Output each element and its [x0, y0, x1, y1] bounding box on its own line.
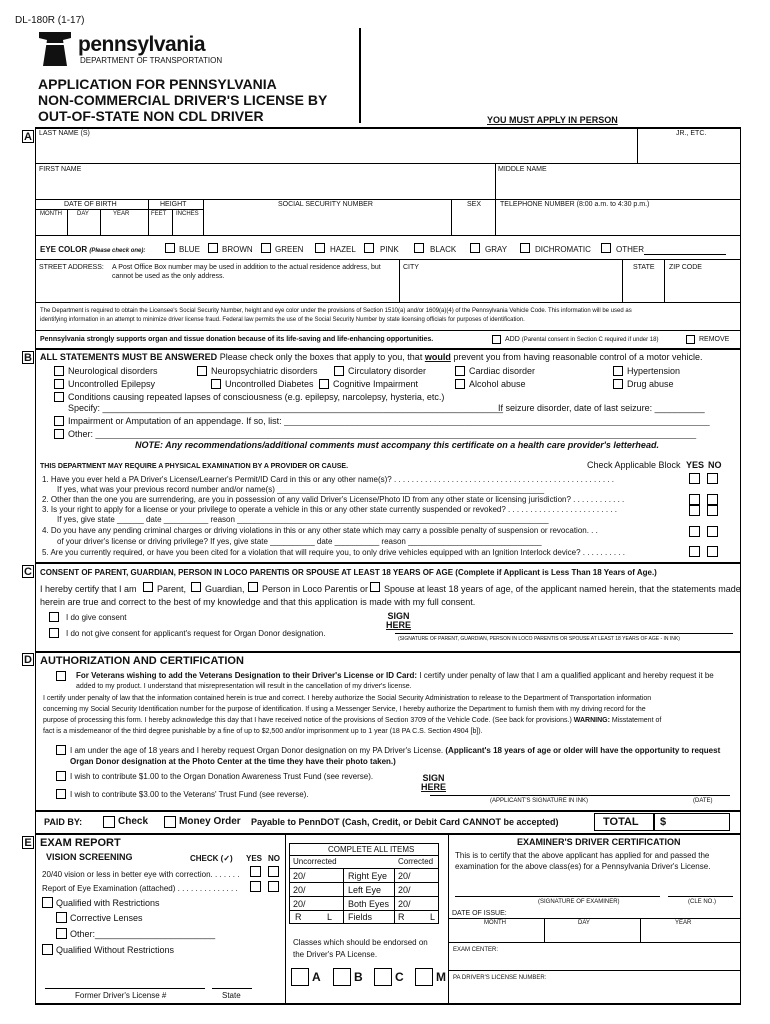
- right-uncorrected[interactable]: 20/: [293, 871, 306, 881]
- question-3b[interactable]: If yes, give state ______ date __________ reason ______________________________________________________________________: [57, 515, 549, 524]
- both-corrected[interactable]: 20/: [398, 899, 411, 909]
- uncorrected-header: Uncorrected: [293, 857, 337, 866]
- auth-line-1: I certify under penalty of law that the information contained herein is true and correct. I hereby authorize the Social Security Administration to release to the Department of Transportation information: [43, 695, 652, 702]
- first-name-label: FIRST NAME: [39, 166, 82, 173]
- certify-label: I hereby certify that I am: [40, 584, 137, 594]
- organ-under-18-bold: (Applicant's 18 years of age or older will have the opportunity to request: [445, 746, 721, 755]
- classes-label-2: the Driver's PA License.: [293, 950, 378, 959]
- qualified-restrictions-label: Qualified with Restrictions: [56, 898, 160, 908]
- drug-checkbox[interactable]: [613, 379, 623, 389]
- fields-label: Fields: [348, 912, 373, 922]
- other-condition-line[interactable]: Other: ________________________________________________________________________________________________________________________: [68, 429, 697, 439]
- pa-license-number-label: PA DRIVER'S LICENSE NUMBER:: [453, 975, 547, 981]
- right-eye-label: Right Eye: [348, 871, 388, 881]
- neuropsychiatric-checkbox[interactable]: [197, 366, 207, 376]
- q1-no-checkbox[interactable]: [707, 473, 718, 484]
- total-label: TOTAL: [603, 816, 639, 828]
- q5-yes-checkbox[interactable]: [689, 546, 700, 557]
- organ-remove-label: REMOVE: [699, 336, 730, 343]
- hypertension-label: Hypertension: [627, 366, 681, 376]
- issue-month-label: MONTH: [484, 920, 506, 926]
- applicant-signature-label: (APPLICANT'S SIGNATURE IN INK): [490, 798, 589, 804]
- form-number: DL-180R (1-17): [15, 15, 85, 26]
- consciousness-checkbox[interactable]: [54, 392, 64, 402]
- auth-line-4: fact is a misdemeanor of the third degree punishable by a fine of up to $2,500 and/or imprisonment up to 1 year (18 PA C.S. Section 4904 [b]).: [43, 728, 483, 735]
- eye-dichromatic-checkbox[interactable]: [520, 243, 530, 253]
- sex-label: SEX: [467, 201, 482, 208]
- street-address-input[interactable]: [38, 283, 397, 301]
- date-issue-label: DATE OF ISSUE:: [452, 910, 507, 917]
- vision-screening-label: VISION SCREENING: [46, 852, 133, 862]
- section-b-note: NOTE: Any recommendations/additional comments must accompany this certificate on a health care provider's letterhead.: [135, 440, 659, 450]
- drug-label: Drug abuse: [627, 379, 674, 389]
- pa-license-number-field[interactable]: [555, 973, 736, 993]
- eye-hazel-label: HAZEL: [330, 245, 356, 254]
- pay-money-order-checkbox[interactable]: [164, 816, 176, 828]
- other-condition-checkbox[interactable]: [54, 429, 64, 439]
- ssn-notice-2: identifying information in an attempt to minimize driver license fraud. Federal law permits the use of the Social Security Number by state licensing officials for purposes of identification.: [40, 317, 525, 323]
- neurological-label: Neurological disorders: [68, 366, 158, 376]
- spouse-label: Spouse at least 18 years of age, of the applicant named herein, that the statements made: [384, 584, 741, 594]
- former-state-label: State: [222, 991, 241, 1000]
- street-address-label: STREET ADDRESS:: [39, 264, 104, 271]
- section-b-intro: Please check only the boxes that apply to you, that: [219, 352, 423, 362]
- left-corrected[interactable]: 20/: [398, 885, 411, 895]
- eye-black-checkbox[interactable]: [414, 243, 424, 253]
- organ-under-18-text: I am under the age of 18 years and I hereby request Organ Donor designation on my PA Driver's License.: [70, 746, 444, 755]
- middle-name-label: MIDDLE NAME: [498, 166, 547, 173]
- eye-color-label: EYE COLOR: [40, 245, 88, 254]
- eye-dichromatic-label: DICHROMATIC: [535, 245, 591, 254]
- eye-gray-checkbox[interactable]: [470, 243, 480, 253]
- veterans-checkbox[interactable]: [56, 671, 66, 681]
- eye-pink-checkbox[interactable]: [364, 243, 374, 253]
- first-name-input[interactable]: [38, 176, 493, 198]
- impairment-line[interactable]: Impairment or Amputation of an appendage. If so, list: _____________________________________________________________________________________: [68, 416, 710, 426]
- ssn-input[interactable]: [205, 211, 449, 233]
- qualified-without-checkbox[interactable]: [42, 944, 53, 955]
- examiner-cert-text-2: examination for the above class(es) for a Pennsylvania Driver's License.: [455, 862, 711, 871]
- both-eyes-label: Both Eyes: [348, 899, 390, 909]
- cle-label: (CLE NO.): [688, 899, 717, 905]
- consciousness-label: Conditions causing repeated lapses of consciousness (e.g. epilepsy, narcolepsy, hysteria, etc.): [68, 392, 445, 402]
- street-note-2: cannot be used as the only address.: [112, 273, 225, 280]
- eye-other-label: OTHER: [616, 245, 644, 254]
- class-m-label: M: [436, 970, 446, 984]
- circulatory-label: Circulatory disorder: [348, 366, 427, 376]
- neuropsychiatric-label: Neuropsychiatric disorders: [211, 366, 318, 376]
- no-consent-checkbox[interactable]: [49, 628, 59, 638]
- state-label: STATE: [633, 264, 655, 271]
- sign-c-text: SIGN: [387, 611, 410, 621]
- here-c-text: HERE: [386, 620, 412, 630]
- corrective-lenses-checkbox[interactable]: [56, 912, 67, 923]
- guardian-label: Guardian,: [205, 584, 245, 594]
- classes-label: Classes which should be endorsed on: [293, 938, 428, 947]
- loco-parentis-checkbox[interactable]: [248, 582, 258, 592]
- guardian-checkbox[interactable]: [191, 582, 201, 592]
- section-b-title: ALL STATEMENTS MUST BE ANSWERED: [40, 352, 218, 362]
- give-consent-checkbox[interactable]: [49, 612, 59, 622]
- q4-no-checkbox[interactable]: [707, 526, 718, 537]
- eye-brown-checkbox[interactable]: [208, 243, 218, 253]
- issue-day-label: DAY: [578, 920, 590, 926]
- organ-add-checkbox[interactable]: [492, 335, 501, 344]
- question-3: 3. Is your right to apply for a license or your privilege to operate a vehicle in this or any other state currently suspended or revoked? . . . . . . . . . . . . . . . . . . . . . . . . .: [42, 505, 617, 514]
- corrective-lenses-label: Corrective Lenses: [70, 913, 143, 923]
- last-name-input[interactable]: [38, 140, 634, 162]
- epilepsy-label: Uncontrolled Epilepsy: [68, 379, 156, 389]
- vision-no-header: NO: [268, 854, 280, 863]
- loco-parentis-label: Person in Loco Parentis or: [262, 584, 369, 594]
- examiner-signature-label: (SIGNATURE OF EXAMINER): [538, 899, 620, 905]
- both-uncorrected[interactable]: 20/: [293, 899, 306, 909]
- eye-hazel-checkbox[interactable]: [315, 243, 325, 253]
- sign-here-d: [421, 774, 446, 792]
- section-e-letter: E: [22, 836, 34, 849]
- parent-signature-field[interactable]: [420, 614, 730, 632]
- question-1: 1. Have you ever held a PA Driver's License/Learner's Permit/ID Card in this or any other name(s)? . . . . . . . . . . . . . . . . . . . . . . . . . . . . . . . . . . . . . . . . . . . . . . . . . .: [42, 475, 614, 484]
- former-license-label: Former Driver's License #: [75, 991, 167, 1000]
- field-l-uncorrected[interactable]: L: [327, 912, 333, 922]
- question-4b[interactable]: of your driver's license or driving privilege? If yes, give state __________ date __________ reason ______________________________: [57, 537, 542, 546]
- q5-no-checkbox[interactable]: [707, 546, 718, 557]
- city-input[interactable]: [402, 274, 620, 301]
- qualified-restrictions-checkbox[interactable]: [42, 897, 53, 908]
- inches-label: INCHES: [176, 211, 199, 217]
- eye-blue-label: BLUE: [179, 245, 200, 254]
- applicant-date-label: (DATE): [693, 798, 713, 804]
- issue-day-field[interactable]: [546, 928, 638, 941]
- parent-signature-label: (SIGNATURE OF PARENT, GUARDIAN, PERSON IN LOCO PARENTIS OR SPOUSE AT LEAST 18 YEARS OF AGE - IN INK): [398, 636, 680, 642]
- eye-black-label: BLACK: [430, 245, 457, 254]
- issue-year-field[interactable]: [642, 928, 738, 941]
- cle-number-field[interactable]: [668, 880, 733, 895]
- city-label: CITY: [403, 264, 419, 271]
- examiner-signature-field[interactable]: [455, 880, 660, 895]
- circulatory-checkbox[interactable]: [334, 366, 344, 376]
- exam-center-label: EXAM CENTER:: [453, 947, 499, 953]
- alcohol-checkbox[interactable]: [455, 379, 465, 389]
- keystone-logo-icon: [37, 30, 73, 68]
- hypertension-checkbox[interactable]: [613, 366, 623, 376]
- q1-yes-checkbox[interactable]: [689, 473, 700, 484]
- corrected-header: Corrected: [398, 857, 434, 866]
- give-consent-label: I do give consent: [66, 613, 127, 622]
- pay-money-order-label: Money Order: [179, 816, 241, 827]
- vision-2040-yes-checkbox[interactable]: [250, 866, 261, 877]
- vision-2040-label: 20/40 vision or less in better eye with correction. . . . . . .: [42, 870, 240, 879]
- diabetes-label: Uncontrolled Diabetes: [225, 379, 314, 389]
- yes-header: YES: [686, 460, 705, 470]
- question-2: 2. Other than the one you are surrendering, are you in possession of any valid Driver's License/Photo ID from any other state or licensing jurisdiction? . . . . . . . . . . . .: [42, 495, 625, 504]
- fund-3-checkbox[interactable]: [56, 789, 66, 799]
- other-restriction-checkbox[interactable]: [56, 928, 67, 939]
- fund-1-label: I wish to contribute $1.00 to the Organ Donation Awareness Trust Fund (see reverse).: [70, 772, 374, 781]
- right-corrected[interactable]: 20/: [398, 871, 411, 881]
- eye-report-no-checkbox[interactable]: [268, 881, 279, 892]
- eye-other-checkbox[interactable]: [601, 243, 611, 253]
- year-label: YEAR: [113, 211, 130, 217]
- q2-no-checkbox[interactable]: [707, 494, 718, 505]
- cardiac-label: Cardiac disorder: [469, 366, 536, 376]
- class-b-checkbox[interactable]: [333, 968, 351, 986]
- parent-checkbox[interactable]: [143, 582, 153, 592]
- organ-donor-statement: Pennsylvania strongly supports organ and tissue donation because of its life-saving and life-enhancing opportunities.: [40, 336, 434, 343]
- eye-green-checkbox[interactable]: [261, 243, 271, 253]
- impairment-checkbox[interactable]: [54, 416, 64, 426]
- specify-line[interactable]: Specify: ________________________________________________________________________________: [68, 403, 503, 413]
- eye-brown-label: BROWN: [222, 245, 253, 254]
- auth-line-3b: Misstatement of: [611, 717, 662, 724]
- payable-note: Payable to PennDOT (Cash, Credit, or Debit Card CANNOT be accepted): [251, 817, 559, 827]
- qualified-without-label: Qualified Without Restrictions: [56, 945, 175, 955]
- organ-remove-checkbox[interactable]: [686, 335, 695, 344]
- street-note-1: A Post Office Box number may be used in addition to the actual residence address, but: [112, 264, 381, 271]
- here-d-text: HERE: [421, 782, 447, 792]
- other-restriction-line[interactable]: Other:________________________: [70, 929, 216, 939]
- neurological-checkbox[interactable]: [54, 366, 64, 376]
- q4-yes-checkbox[interactable]: [689, 526, 700, 537]
- ssn-label: SOCIAL SECURITY NUMBER: [278, 201, 373, 208]
- sign-here-c: [386, 612, 411, 630]
- section-b-would: would: [424, 352, 451, 362]
- ssn-notice-1: The Department is required to obtain the Licensee's Social Security Number, height and eye color under the provisions of Section 1510(a) and/or 1609(a)(4) of the Pennsylvania Vehicle Code. This information will be used as: [40, 308, 632, 314]
- eye-green-label: GREEN: [275, 245, 304, 254]
- issue-year-label: YEAR: [675, 920, 692, 926]
- height-label: HEIGHT: [160, 201, 187, 208]
- exam-center-field[interactable]: [500, 945, 736, 965]
- left-uncorrected[interactable]: 20/: [293, 885, 306, 895]
- left-eye-label: Left Eye: [348, 885, 382, 895]
- q3-yes-checkbox[interactable]: [689, 505, 700, 516]
- field-l-corrected[interactable]: L: [430, 912, 436, 922]
- title-line-3: OUT-OF-STATE NON CDL DRIVER: [38, 108, 264, 124]
- field-r-corrected[interactable]: R: [398, 912, 405, 922]
- epilepsy-checkbox[interactable]: [54, 379, 64, 389]
- issue-month-field[interactable]: [450, 928, 542, 941]
- complete-all-label: COMPLETE ALL ITEMS: [328, 845, 415, 854]
- apply-in-person-note: YOU MUST APPLY IN PERSON: [487, 115, 618, 125]
- vision-2040-no-checkbox[interactable]: [268, 866, 279, 877]
- applicant-signature-field[interactable]: [456, 778, 656, 794]
- organ-add-label: ADD: [505, 336, 520, 343]
- spouse-checkbox[interactable]: [370, 582, 380, 592]
- field-r-uncorrected[interactable]: R: [295, 912, 302, 922]
- auth-line-3: purpose of processing this form. I hereby acknowledge this day that I have received notice of the provisions of Section 3709 of the Vehicle Code. (See back for provisions.): [43, 717, 572, 724]
- eye-report-yes-checkbox[interactable]: [250, 881, 261, 892]
- dob-label: DATE OF BIRTH: [64, 201, 117, 208]
- cognitive-checkbox[interactable]: [319, 379, 329, 389]
- organ-add-note: (Parental consent in Section C required if under 18): [521, 337, 659, 343]
- exam-requirement: THIS DEPARTMENT MAY REQUIRE A PHYSICAL EXAMINATION BY A PROVIDER OR CAUSE.: [40, 463, 349, 470]
- examiner-cert-title: EXAMINER'S DRIVER CERTIFICATION: [517, 837, 681, 847]
- phone-label: TELEPHONE NUMBER (8:00 a.m. to 4:30 p.m.): [500, 201, 650, 208]
- diabetes-checkbox[interactable]: [211, 379, 221, 389]
- exam-report-title: EXAM REPORT: [40, 837, 121, 849]
- section-b-intro-end: prevent you from having reasonable control of a motor vehicle.: [453, 352, 703, 362]
- q3-no-checkbox[interactable]: [707, 505, 718, 516]
- paid-by-label: PAID BY:: [44, 817, 83, 827]
- question-4: 4. Do you have any pending criminal charges or driving violations in this or any other state which may carry a possible penalty of suspension or revocation. . .: [42, 526, 598, 535]
- no-header: NO: [708, 460, 722, 470]
- eye-gray-label: GRAY: [485, 245, 508, 254]
- eye-blue-checkbox[interactable]: [165, 243, 175, 253]
- eye-report-label: Report of Eye Examination (attached) . . . . . . . . . . . . . .: [42, 884, 238, 893]
- pay-check-checkbox[interactable]: [103, 816, 115, 828]
- feet-label: FEET: [151, 211, 167, 217]
- brand-name: pennsylvania: [78, 33, 206, 56]
- q2-yes-checkbox[interactable]: [689, 494, 700, 505]
- parent-label: Parent,: [157, 584, 187, 594]
- eye-pink-label: PINK: [380, 245, 399, 254]
- no-consent-label: I do not give consent for applicant's request for Organ Donor designation.: [66, 629, 326, 638]
- check-header: CHECK (✓): [190, 854, 233, 863]
- auth-line-2: concerning my Social Security Identification number for the purpose of identification. If using a Messenger Service, I hereby authorize the Department to furnish them with my driving record for the: [43, 706, 646, 713]
- examiner-cert-text-1: This is to certify that the above applicant has applied for and passed the: [455, 851, 710, 860]
- suffix-input[interactable]: [640, 140, 738, 162]
- class-a-label: A: [312, 970, 321, 984]
- section-b-letter: B: [22, 351, 34, 364]
- class-a-checkbox[interactable]: [291, 968, 309, 986]
- veterans-text: I certify under penalty of law that I am a qualified applicant and hereby request it be: [419, 671, 714, 680]
- dollar-sign: $: [660, 816, 667, 828]
- month-label: MONTH: [40, 211, 62, 217]
- sign-d-text: SIGN: [422, 773, 445, 783]
- fund-1-checkbox[interactable]: [56, 771, 66, 781]
- day-label: DAY: [77, 211, 89, 217]
- suffix-label: JR., ETC.: [676, 130, 707, 137]
- zip-label: ZIP CODE: [669, 264, 702, 271]
- section-d-letter: D: [22, 653, 34, 666]
- organ-under-18-line-2: Organ Donor designation at the Photo Center at the time they have their photo taken.): [70, 757, 396, 766]
- section-c-letter: C: [22, 565, 34, 578]
- applicant-date-field[interactable]: [665, 778, 729, 794]
- phone-input[interactable]: [497, 211, 738, 233]
- title-line-2: NON-COMMERCIAL DRIVER'S LICENSE BY: [38, 92, 328, 108]
- title-line-1: APPLICATION FOR PENNSYLVANIA: [38, 76, 277, 92]
- seizure-date-line[interactable]: If seizure disorder, date of last seizure: __________: [498, 403, 705, 413]
- department-name: DEPARTMENT OF TRANSPORTATION: [80, 56, 223, 65]
- question-1b[interactable]: If yes, what was your previous record number and/or name(s) ____________________________________________________________: [57, 485, 545, 494]
- section-a-letter: A: [22, 130, 34, 143]
- eye-color-hint: (Please check one):: [89, 248, 146, 254]
- cardiac-checkbox[interactable]: [455, 366, 465, 376]
- veterans-bold: For Veterans wishing to add the Veterans Designation to their Driver's License or ID Card:: [76, 671, 418, 680]
- former-license-field[interactable]: [45, 972, 205, 987]
- class-m-checkbox[interactable]: [415, 968, 433, 986]
- alcohol-label: Alcohol abuse: [469, 379, 526, 389]
- former-state-field[interactable]: [212, 972, 252, 987]
- pay-check-label: Check: [118, 816, 149, 827]
- veterans-text-2: added to my product. I understand that misrepresentation will result in the cancellation of my driver's license.: [76, 683, 412, 690]
- section-c-title: CONSENT OF PARENT, GUARDIAN, PERSON IN LOCO PARENTIS OR SPOUSE AT LEAST 18 YEARS OF AGE (Complete if Applicant is Less Than 18 Years of Age.): [40, 568, 657, 577]
- section-d-title: AUTHORIZATION AND CERTIFICATION: [40, 655, 244, 667]
- fund-3-label: I wish to contribute $3.00 to the Veterans' Trust Fund (see reverse).: [70, 790, 309, 799]
- last-name-label: LAST NAME (S): [39, 130, 90, 137]
- vision-yes-header: YES: [246, 854, 263, 863]
- class-b-label: B: [354, 970, 363, 984]
- class-c-label: C: [395, 970, 404, 984]
- organ-under-18-checkbox[interactable]: [56, 745, 66, 755]
- warning-label: WARNING:: [573, 717, 610, 724]
- cognitive-label: Cognitive Impairment: [333, 379, 419, 389]
- class-c-checkbox[interactable]: [374, 968, 392, 986]
- middle-name-input[interactable]: [498, 176, 738, 198]
- consent-line-2: herein are true and correct to the best of my knowledge and that this application is made with my full consent.: [40, 597, 476, 607]
- question-5: 5. Are you currently required, or have you been cited for a violation that will require you, to only drive vehicles equipped with an Ignition Interlock device? . . . . . . . . . .: [42, 548, 625, 557]
- check-block-label: Check Applicable Block: [587, 460, 681, 470]
